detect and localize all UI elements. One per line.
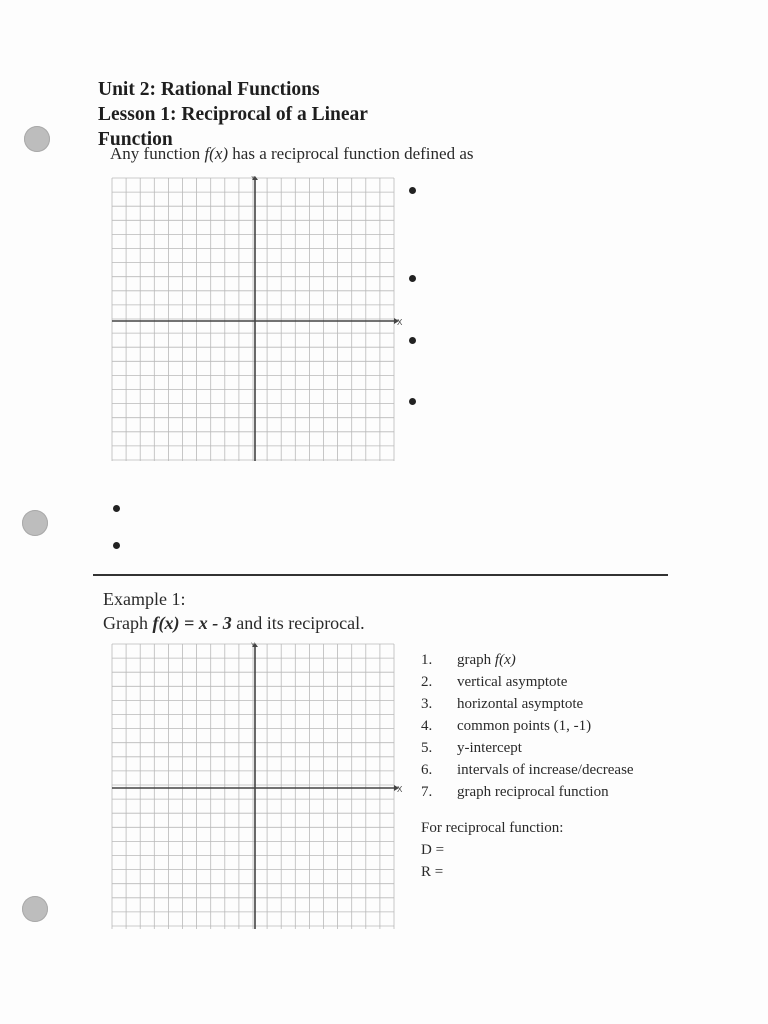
x-axis-label: X <box>397 785 403 794</box>
step-number: 7. <box>421 784 433 800</box>
bullet-point <box>113 505 120 512</box>
step-text: intervals of increase/decrease <box>457 762 634 778</box>
bullet-point <box>113 542 120 549</box>
reciprocal-summary <box>421 817 563 883</box>
title-line-function: Function <box>98 129 173 150</box>
step-text: graph <box>457 652 495 668</box>
grid-lines <box>112 644 394 929</box>
step-number: 4. <box>421 718 433 734</box>
bullet-point <box>409 337 416 344</box>
step-text: common points (1, -1) <box>457 718 592 734</box>
example-steps-list <box>421 649 634 803</box>
x-axis-label: X <box>397 318 403 327</box>
reciprocal-heading: For reciprocal function: <box>421 820 564 836</box>
bullet-point <box>409 398 416 405</box>
bullet-point <box>409 187 416 194</box>
example-function: f(x) = x - 3 <box>152 613 232 633</box>
step-item <box>421 715 634 737</box>
step-number: 3. <box>421 696 433 712</box>
step-number: 5. <box>421 740 433 756</box>
example-label: Example 1: <box>103 589 186 609</box>
intro-prefix: Any function <box>110 144 205 163</box>
domain-label: D = <box>421 842 445 858</box>
intro-sentence <box>110 144 473 164</box>
step-text: vertical asymptote <box>457 674 568 690</box>
step-item <box>421 781 634 803</box>
step-item <box>421 759 634 781</box>
intro-suffix: has a reciprocal function defined as <box>228 144 474 163</box>
step-function: f(x) <box>494 652 516 668</box>
title-line-unit: Unit 2: Rational Functions <box>98 79 320 100</box>
step-number: 6. <box>421 762 433 778</box>
title-line-lesson: Lesson 1: Reciprocal of a Linear <box>98 104 368 125</box>
page-title <box>98 77 368 152</box>
range-label: R = <box>421 864 444 880</box>
step-number: 2. <box>421 674 433 690</box>
binder-hole-top <box>24 126 50 152</box>
intro-function: f(x) <box>204 144 229 163</box>
bullet-point <box>409 275 416 282</box>
coordinate-grid-bottom <box>110 642 406 932</box>
example-prompt-prefix: Graph <box>103 613 153 633</box>
step-item <box>421 671 634 693</box>
step-text: horizontal asymptote <box>457 696 584 712</box>
section-divider <box>93 574 668 576</box>
binder-hole-middle <box>22 510 48 536</box>
step-text: y-intercept <box>457 740 522 756</box>
coordinate-grid-top <box>110 176 406 464</box>
step-text: graph reciprocal function <box>457 784 609 800</box>
step-number: 1. <box>421 652 433 668</box>
grid-lines <box>112 178 394 461</box>
step-item <box>421 649 634 671</box>
example-prompt-suffix: and its reciprocal. <box>231 613 365 633</box>
y-axis-label: Y <box>251 176 256 182</box>
example-prompt <box>103 613 365 634</box>
step-item <box>421 693 634 715</box>
y-axis-label: Y <box>251 643 256 649</box>
step-item <box>421 737 634 759</box>
binder-hole-bottom <box>22 896 48 922</box>
